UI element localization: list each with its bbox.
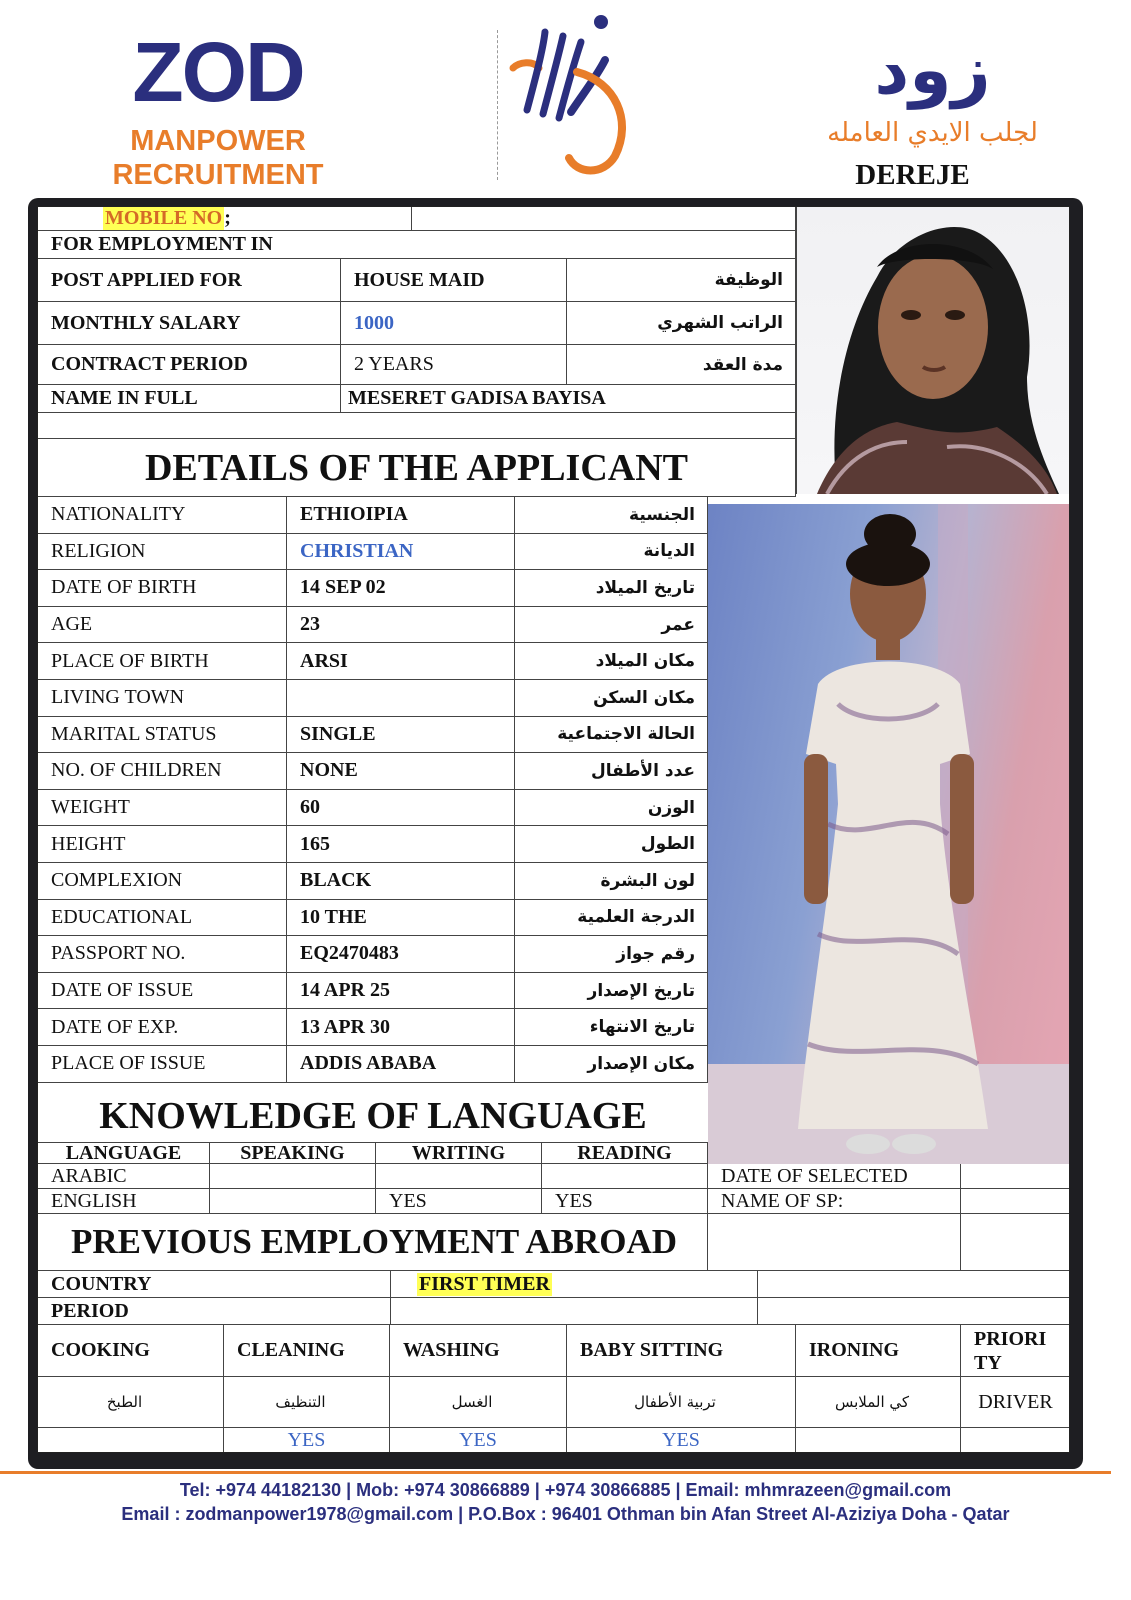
monthly-salary-value: 1000: [341, 302, 567, 345]
full-name-label: NAME IN FULL: [38, 385, 341, 413]
country-extra-cell: [758, 1271, 1070, 1298]
detail-value: SINGLE: [287, 717, 515, 754]
contract-period-arabic: مدة العقد: [567, 345, 796, 385]
period-label: PERIOD: [38, 1298, 391, 1325]
detail-arabic: الحالة الاجتماعية: [515, 717, 708, 754]
skill-value: [38, 1428, 224, 1453]
skill-value: [961, 1428, 1070, 1453]
detail-arabic: لون البشرة: [515, 863, 708, 900]
language-header: WRITING: [376, 1142, 542, 1164]
detail-label: RELIGION: [38, 534, 287, 571]
language-level: YES: [376, 1189, 542, 1214]
mobile-label: MOBILE NO: [105, 207, 223, 229]
detail-label: EDUCATIONAL: [38, 900, 287, 937]
detail-value: 165: [287, 826, 515, 863]
detail-value: BLACK: [287, 863, 515, 900]
contract-period-value: 2 YEARS: [341, 345, 567, 385]
skill-header: BABY SITTING: [567, 1325, 796, 1377]
detail-value: 60: [287, 790, 515, 827]
post-applied-arabic: الوظيفة: [567, 259, 796, 302]
header-divider: [497, 30, 498, 180]
applicant-form: [37, 206, 1070, 1453]
company-logo-icon: [505, 10, 645, 180]
previous-employment-title: PREVIOUS EMPLOYMENT ABROAD: [38, 1214, 708, 1271]
detail-arabic: الدرجة العلمية: [515, 900, 708, 937]
skill-header: PRIORI TY: [961, 1325, 1070, 1377]
monthly-salary-arabic: الراتب الشهري: [567, 302, 796, 345]
language-level: [210, 1189, 376, 1214]
language-header: READING: [542, 1142, 708, 1164]
detail-arabic: مكان السكن: [515, 680, 708, 717]
side-blank-cell-2: [961, 1214, 1070, 1271]
footer-contact: [0, 1478, 1131, 1526]
detail-arabic: الطول: [515, 826, 708, 863]
detail-label: WEIGHT: [38, 790, 287, 827]
detail-arabic: عمر: [515, 607, 708, 644]
brand-tagline: MANPOWER RECRUITMENT: [112, 125, 324, 191]
detail-arabic: رقم جواز: [515, 936, 708, 973]
detail-label: NO. OF CHILDREN: [38, 753, 287, 790]
full-body-photo: [708, 504, 1070, 1164]
footer-line-1: Tel: +974 44182130 | Mob: +974 30866889 | +974 30866885 | Email: mhmrazeen@gmail.com: [179, 1480, 952, 1500]
detail-value: EQ2470483: [287, 936, 515, 973]
detail-value: ARSI: [287, 643, 515, 680]
priority-value: DRIVER: [961, 1377, 1070, 1428]
sp-name-label: NAME OF SP:: [708, 1189, 961, 1214]
skill-header: COOKING: [38, 1325, 224, 1377]
skill-arabic: تربية الأطفال: [567, 1377, 796, 1428]
detail-label: COMPLEXION: [38, 863, 287, 900]
language-name: ENGLISH: [38, 1189, 210, 1214]
employment-label: FOR EMPLOYMENT IN: [38, 231, 796, 259]
detail-label: PLACE OF BIRTH: [38, 643, 287, 680]
detail-arabic: مكان الميلاد: [515, 643, 708, 680]
headshot-photo: [796, 207, 1070, 494]
skill-header: CLEANING: [224, 1325, 390, 1377]
company-brand-arabic: [760, 28, 1105, 192]
language-level: [542, 1164, 708, 1189]
mobile-suffix: ;: [224, 207, 231, 229]
detail-label: PASSPORT NO.: [38, 936, 287, 973]
mobile-label-cell: [38, 207, 412, 231]
detail-label: HEIGHT: [38, 826, 287, 863]
detail-label: PLACE OF ISSUE: [38, 1046, 287, 1083]
language-title: KNOWLEDGE OF LANGUAGE: [99, 1095, 647, 1137]
detail-label: AGE: [38, 607, 287, 644]
detail-label: DATE OF EXP.: [38, 1009, 287, 1046]
detail-arabic: تاريخ الإصدار: [515, 973, 708, 1010]
brand-name: ZOD: [132, 25, 304, 119]
skill-header: WASHING: [390, 1325, 567, 1377]
detail-arabic: تاريخ الانتهاء: [515, 1009, 708, 1046]
detail-value: 14 APR 25: [287, 973, 515, 1010]
detail-label: DATE OF BIRTH: [38, 570, 287, 607]
monthly-salary-label: MONTHLY SALARY: [38, 302, 341, 345]
detail-arabic: الوزن: [515, 790, 708, 827]
skill-arabic: كي الملابس: [796, 1377, 961, 1428]
country-value: FIRST TIMER: [419, 1272, 550, 1295]
mobile-value-cell: [412, 207, 796, 231]
footer-line-2: Email : zodmanpower1978@gmail.com | P.O.Box : 96401 Othman bin Afan Street Al-Aziziya Doha - Qatar: [121, 1504, 1010, 1524]
footer-rule: [0, 1471, 1111, 1474]
skill-arabic: الغسل: [390, 1377, 567, 1428]
detail-arabic: الجنسية: [515, 497, 708, 534]
detail-arabic: تاريخ الميلاد: [515, 570, 708, 607]
detail-arabic: عدد الأطفال: [515, 753, 708, 790]
detail-arabic: الديانة: [515, 534, 708, 571]
contract-period-label: CONTRACT PERIOD: [38, 345, 341, 385]
detail-value: 10 THE: [287, 900, 515, 937]
detail-value: ADDIS ABABA: [287, 1046, 515, 1083]
detail-value: 14 SEP 02: [287, 570, 515, 607]
language-header: SPEAKING: [210, 1142, 376, 1164]
detail-label: MARITAL STATUS: [38, 717, 287, 754]
date-selected-value: [961, 1164, 1070, 1189]
detail-value: [287, 680, 515, 717]
detail-label: DATE OF ISSUE: [38, 973, 287, 1010]
detail-value: ETHIOIPIA: [287, 497, 515, 534]
skill-arabic: التنظيف: [224, 1377, 390, 1428]
detail-value: 23: [287, 607, 515, 644]
sp-name-value: [961, 1189, 1070, 1214]
brand-name-arabic: زود: [874, 31, 991, 110]
skill-arabic: الطبخ: [38, 1377, 224, 1428]
full-name-value: MESERET GADISA BAYISA: [341, 385, 796, 413]
post-applied-label: POST APPLIED FOR: [38, 259, 341, 302]
side-blank-cell: [708, 1214, 961, 1271]
detail-label: NATIONALITY: [38, 497, 287, 534]
brand-tagline-arabic: لجلب الايدي العامله: [827, 118, 1038, 148]
language-level: [210, 1164, 376, 1189]
period-extra-cell: [758, 1298, 1070, 1325]
detail-label: LIVING TOWN: [38, 680, 287, 717]
detail-arabic: مكان الإصدار: [515, 1046, 708, 1083]
agent-name: DEREJE: [855, 159, 970, 191]
detail-value: CHRISTIAN: [287, 534, 515, 571]
country-value-cell: [391, 1271, 758, 1298]
date-selected-label: DATE OF SELECTED: [708, 1164, 961, 1189]
skill-value: YES: [567, 1428, 796, 1453]
details-title: DETAILS OF THE APPLICANT: [38, 439, 796, 497]
language-header: LANGUAGE: [38, 1142, 210, 1164]
language-level: [376, 1164, 542, 1189]
spacer-row: [38, 413, 796, 439]
skill-value: YES: [390, 1428, 567, 1453]
period-value: [391, 1298, 758, 1325]
language-level: YES: [542, 1189, 708, 1214]
skill-value: [796, 1428, 961, 1453]
language-name: ARABIC: [38, 1164, 210, 1189]
skill-value: YES: [224, 1428, 390, 1453]
detail-value: NONE: [287, 753, 515, 790]
detail-value: 13 APR 30: [287, 1009, 515, 1046]
post-applied-value: HOUSE MAID: [341, 259, 567, 302]
country-label: COUNTRY: [38, 1271, 391, 1298]
skill-header: IRONING: [796, 1325, 961, 1377]
company-brand: [28, 25, 408, 192]
